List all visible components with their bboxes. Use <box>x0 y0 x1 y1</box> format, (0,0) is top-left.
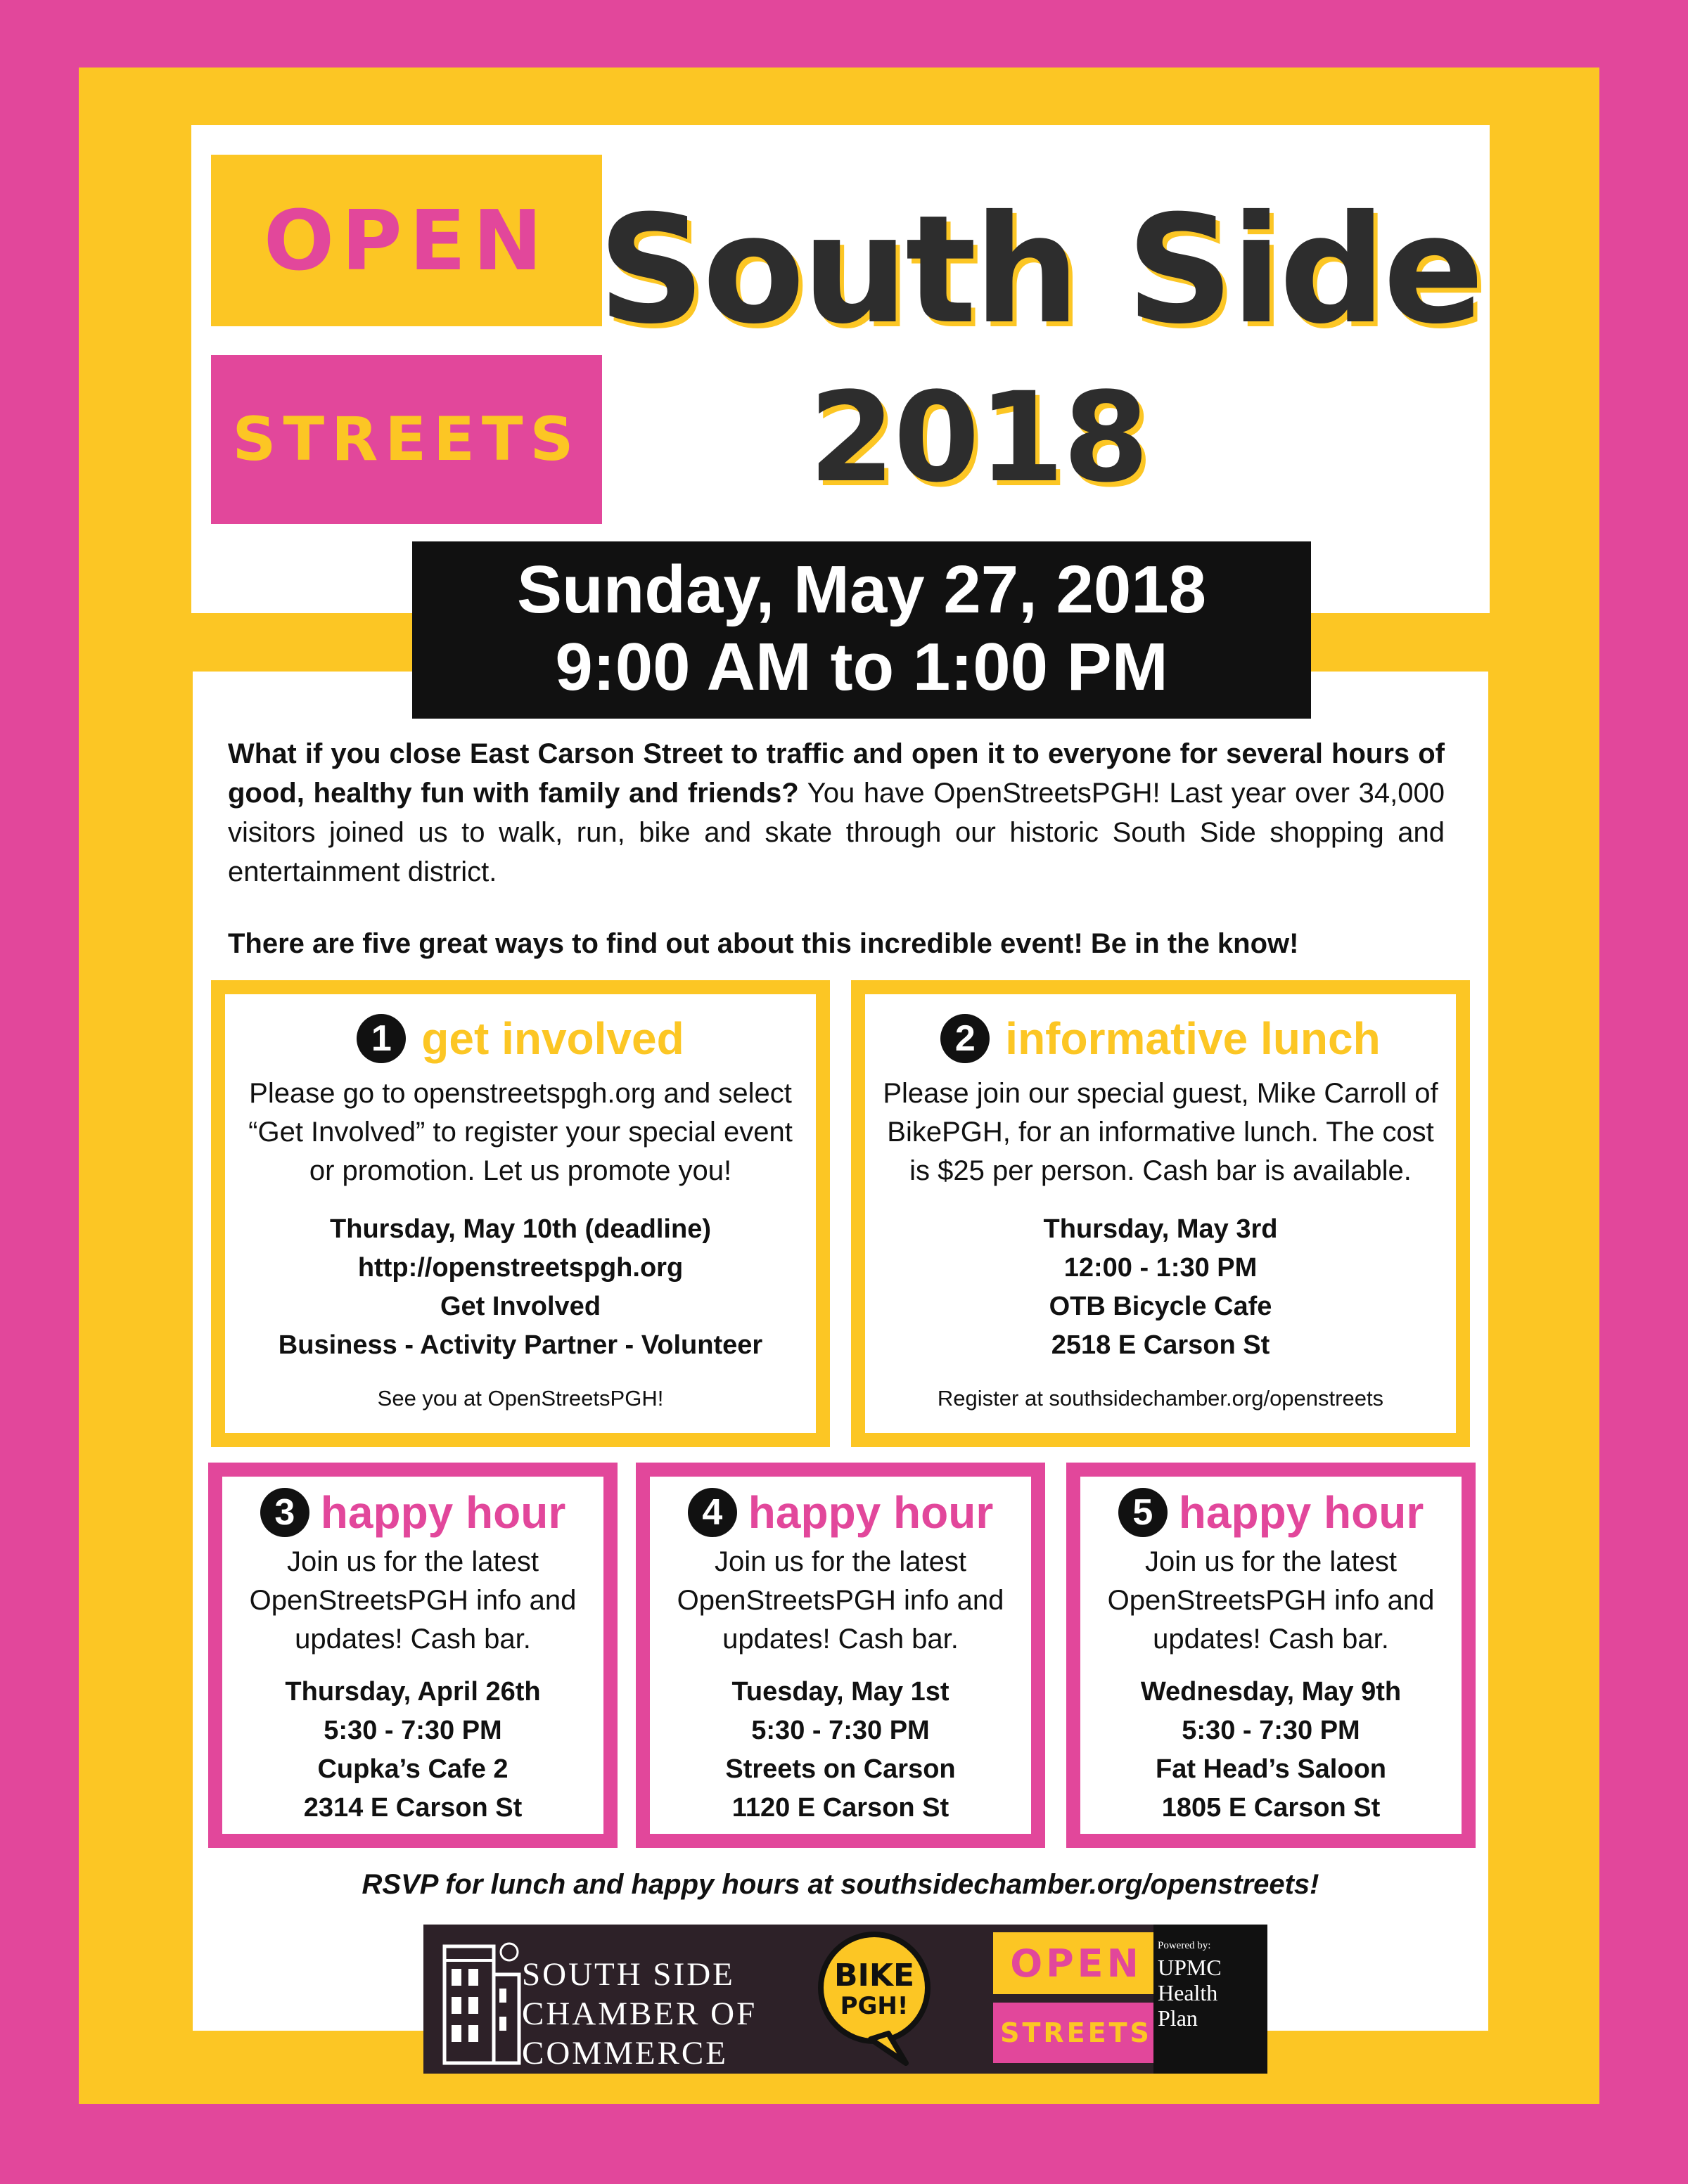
card-detail-url: http://openstreetspgh.org <box>357 1253 684 1283</box>
card-get-involved <box>211 980 830 1447</box>
card-detail-date: Thursday, April 26th <box>285 1677 541 1707</box>
card-header <box>865 1013 1456 1065</box>
card-detail-address: 2518 E Carson St <box>1051 1330 1270 1360</box>
card-detail-date: Thursday, May 3rd <box>1043 1214 1278 1244</box>
card-title: informative lunch <box>1005 1013 1381 1064</box>
card-happy-hour-3 <box>1066 1463 1476 1848</box>
card-description: Please go to openstreetspgh.org and select “Get Involved” to register your special event or promotion. Let us promote you! <box>248 1078 793 1186</box>
sponsor-open-logo: OPEN <box>993 1932 1159 1994</box>
chamber-line-2: CHAMBER OF <box>522 1996 757 2032</box>
chamber-line-1: SOUTH SIDE <box>522 1956 735 1993</box>
card-header <box>225 1013 816 1065</box>
card-detail-address: 1805 E Carson St <box>1161 1793 1381 1823</box>
bikepgh-logo <box>814 1928 934 2066</box>
card-title: happy hour <box>320 1487 566 1538</box>
card-description: Please join our special guest, Mike Carroll of BikePGH, for an informative lunch. The cost is $25 per person. Cash bar is available. <box>883 1078 1438 1186</box>
number-badge: 3 <box>260 1488 309 1537</box>
card-detail-address: 1120 E Carson St <box>731 1793 950 1823</box>
card-title: get involved <box>421 1013 684 1064</box>
card-detail-address: 2314 E Carson St <box>303 1793 523 1823</box>
number-badge: 2 <box>940 1014 990 1063</box>
upmc-logo <box>1153 1925 1267 2074</box>
card-detail-time: 5:30 - 7:30 PM <box>751 1716 930 1745</box>
date-banner <box>412 541 1311 719</box>
card-details <box>1080 1673 1462 1828</box>
intro-lead: What if you close East Carson Street to traffic and open it to everyone for several hours of good, healthy fun with family and friends? <box>228 738 1445 809</box>
bikepgh-word-2: PGH! <box>840 1992 909 2020</box>
card-footer: See you at OpenStreetsPGH! <box>377 1386 664 1411</box>
card-header <box>1080 1486 1462 1539</box>
chamber-logo-text <box>522 1955 757 2073</box>
card-detail-venue: OTB Bicycle Cafe <box>1049 1292 1272 1321</box>
card-details <box>225 1210 816 1365</box>
card-detail-action: Get Involved <box>440 1292 601 1321</box>
card-detail-venue: Fat Head’s Saloon <box>1156 1754 1386 1784</box>
chamber-building-icon <box>439 1932 523 2066</box>
number-badge: 5 <box>1118 1488 1168 1537</box>
event-date: Sunday, May 27, 2018 <box>516 552 1207 627</box>
logo-open: OPEN <box>211 155 602 326</box>
sponsor-streets-logo: STREETS <box>993 2003 1159 2063</box>
upmc-line-1: UPMC <box>1158 1955 1222 1980</box>
card-title: happy hour <box>748 1487 994 1538</box>
card-happy-hour-1 <box>208 1463 618 1848</box>
card-header <box>222 1486 603 1539</box>
card-header <box>650 1486 1031 1539</box>
page-title: South Side <box>598 183 1482 356</box>
number-badge: 4 <box>688 1488 737 1537</box>
card-details <box>650 1673 1031 1828</box>
card-detail-date: Thursday, May 10th (deadline) <box>330 1214 711 1244</box>
card-detail-date: Tuesday, May 1st <box>731 1677 950 1707</box>
card-detail-time: 12:00 - 1:30 PM <box>1063 1253 1258 1283</box>
card-detail-time: 5:30 - 7:30 PM <box>1182 1716 1360 1745</box>
upmc-line-2: Health <box>1158 1980 1218 2005</box>
intro-paragraph <box>228 734 1445 892</box>
card-informative-lunch <box>851 980 1470 1447</box>
chamber-line-3: COMMERCE <box>522 2035 728 2071</box>
card-details <box>865 1210 1456 1365</box>
card-detail-time: 5:30 - 7:30 PM <box>324 1716 502 1745</box>
number-badge: 1 <box>357 1014 406 1063</box>
logo-streets: STREETS <box>211 355 602 524</box>
event-time: 9:00 AM to 1:00 PM <box>555 629 1168 705</box>
upmc-line-3: Plan <box>1158 2005 1198 2031</box>
upmc-powered-by: Powered by: <box>1158 1940 1211 1951</box>
bikepgh-word-1: BIKE <box>833 1958 915 1993</box>
card-description: Join us for the latest OpenStreetsPGH info and updates! Cash bar. <box>1107 1546 1435 1655</box>
page-year: 2018 <box>809 366 1148 510</box>
upmc-name <box>1158 1955 1267 2031</box>
card-detail-venue: Cupka’s Cafe 2 <box>317 1754 509 1784</box>
card-footer: Register at southsidechamber.org/openstreets <box>937 1386 1384 1411</box>
card-description: Join us for the latest OpenStreetsPGH info and updates! Cash bar. <box>249 1546 577 1655</box>
rsvp-line: RSVP for lunch and happy hours at southsidechamber.org/openstreets! <box>362 1869 1319 1900</box>
intro-rest: You have OpenStreetsPGH! Last year over 34,000 visitors joined us to walk, run, bike and skate through our historic South Side shopping and entertainment district. <box>228 778 1445 887</box>
ways-heading: There are five great ways to find out about this incredible event! Be in the know! <box>228 928 1299 959</box>
card-detail-roles: Business - Activity Partner - Volunteer <box>278 1330 763 1360</box>
card-description: Join us for the latest OpenStreetsPGH info and updates! Cash bar. <box>677 1546 1004 1655</box>
card-details <box>222 1673 603 1828</box>
card-title: happy hour <box>1178 1487 1424 1538</box>
card-happy-hour-2 <box>636 1463 1045 1848</box>
card-detail-date: Wednesday, May 9th <box>1140 1677 1402 1707</box>
card-detail-venue: Streets on Carson <box>725 1754 956 1784</box>
